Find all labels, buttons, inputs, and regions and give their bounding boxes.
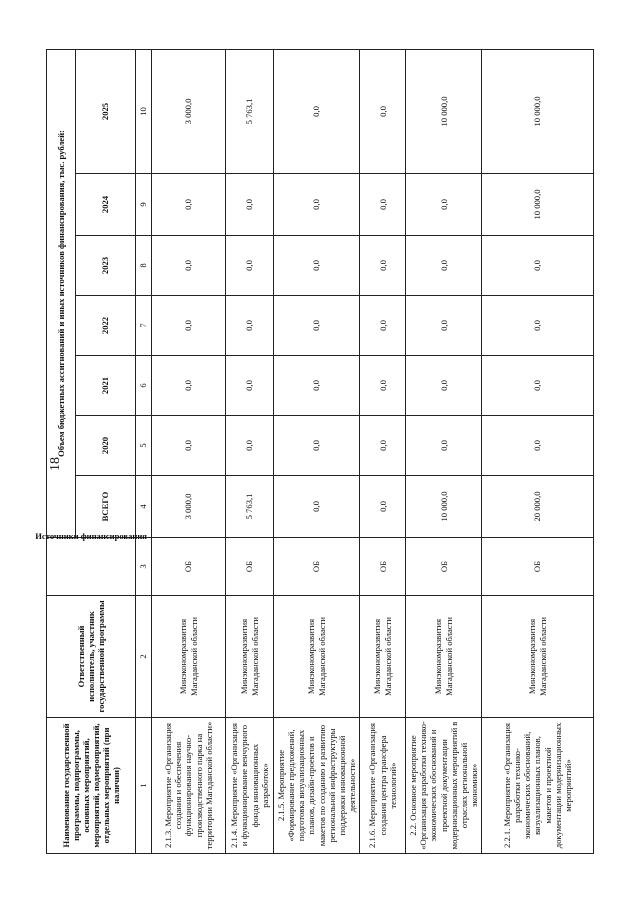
row-value-2022: 0,0	[406, 296, 482, 356]
row-source: ОБ	[152, 538, 226, 596]
row-value-2023: 0,0	[152, 236, 226, 296]
row-value-total: 3 000,0	[152, 476, 226, 538]
table-row	[274, 49, 360, 853]
row-value-2020: 0,0	[226, 416, 274, 476]
row-value-total: 5 763,1	[226, 476, 274, 538]
page-number: 18	[48, 457, 63, 471]
row-name: 2.1.5. Мероприятие «Формирование предложений, подготовка визуализационных планов, дизайн-проектов и макетов по созданию и развитию региональной инфраструктуры поддержки инновационной деятельности»	[274, 718, 360, 854]
row-value-total: 20 000,0	[482, 476, 594, 538]
column-number: 8	[136, 236, 152, 296]
row-source: ОБ	[274, 538, 360, 596]
column-number: 10	[136, 49, 152, 173]
row-value-total: 0,0	[360, 476, 406, 538]
row-value-2022: 0,0	[482, 296, 594, 356]
table-row	[152, 49, 226, 853]
row-name: 2.1.6. Мероприятие «Организация создания центра трансфера технологий»	[360, 718, 406, 854]
row-value-2022: 0,0	[274, 296, 360, 356]
row-name: 2.1.4. Мероприятие «Организация и функционирование венчурного фонда инновационных разработок»	[226, 718, 274, 854]
row-value-2025: 0,0	[274, 49, 360, 173]
column-number: 6	[136, 356, 152, 416]
header-executor: Ответственный исполнитель, участник государственной программы	[47, 596, 136, 718]
row-value-2025: 0,0	[360, 49, 406, 173]
table-row	[226, 49, 274, 853]
row-source: ОБ	[406, 538, 482, 596]
header-year-total: ВСЕГО	[76, 476, 136, 538]
row-executor: Минэкономразвития Магаданской области	[226, 596, 274, 718]
column-number: 2	[136, 596, 152, 718]
table-row	[482, 49, 594, 853]
row-value-2025: 10 000,0	[406, 49, 482, 173]
row-executor: Минэкономразвития Магаданской области	[360, 596, 406, 718]
header-funding-group: Объем бюджетных ассигнований и иных источников финансирования, тыс. рублей:	[47, 49, 76, 537]
row-source: ОБ	[360, 538, 406, 596]
row-name: 2.1.3. Мероприятие «Организация создания и обеспечения функционирования научно-производственного парка на территории Магаданской области»	[152, 718, 226, 854]
column-number: 9	[136, 174, 152, 236]
row-value-2021: 0,0	[482, 356, 594, 416]
header-year-2024: 2024	[76, 174, 136, 236]
column-number: 3	[136, 538, 152, 596]
header-source-label: Источники финансирования	[35, 531, 147, 542]
row-value-2024: 0,0	[360, 174, 406, 236]
row-executor: Минэкономразвития Магаданской области	[406, 596, 482, 718]
row-value-2020: 0,0	[406, 416, 482, 476]
header-row-top	[47, 49, 76, 853]
header-year-2023: 2023	[76, 236, 136, 296]
row-source: ОБ	[226, 538, 274, 596]
row-value-2021: 0,0	[406, 356, 482, 416]
row-value-2025: 10 000,0	[482, 49, 594, 173]
header-year-2021: 2021	[76, 356, 136, 416]
row-executor: Минэкономразвития Магаданской области	[482, 596, 594, 718]
row-value-2020: 0,0	[360, 416, 406, 476]
column-number: 5	[136, 416, 152, 476]
row-value-2021: 0,0	[152, 356, 226, 416]
row-value-total: 0,0	[274, 476, 360, 538]
row-name: 2.2. Основное мероприятие «Организация разработки технико-экономических обоснований и проектной документации модернизационных мероприятий в отраслях региональной экономики»	[406, 718, 482, 854]
header-year-2022: 2022	[76, 296, 136, 356]
row-value-2024: 0,0	[274, 174, 360, 236]
row-value-2023: 0,0	[226, 236, 274, 296]
header-name: Наименование государственной программы, подпрограммы, основных мероприятий, мероприятий, подмероприятий, отдельных мероприятий (при наличии)	[47, 718, 136, 854]
row-value-2024: 10 000,0	[482, 174, 594, 236]
funding-table	[35, 49, 594, 854]
row-value-2020: 0,0	[482, 416, 594, 476]
column-number: 4	[136, 476, 152, 538]
table-row	[406, 49, 482, 853]
row-value-2024: 0,0	[406, 174, 482, 236]
column-number: 7	[136, 296, 152, 356]
row-value-2020: 0,0	[274, 416, 360, 476]
row-value-2023: 0,0	[360, 236, 406, 296]
row-executor: Минэкономразвития Магаданской области	[274, 596, 360, 718]
row-value-2025: 5 763,1	[226, 49, 274, 173]
header-year-2025: 2025	[76, 49, 136, 173]
row-value-2021: 0,0	[274, 356, 360, 416]
row-value-2025: 3 000,0	[152, 49, 226, 173]
column-number-row	[136, 49, 152, 853]
row-value-2023: 0,0	[482, 236, 594, 296]
row-value-2023: 0,0	[274, 236, 360, 296]
row-value-2024: 0,0	[152, 174, 226, 236]
header-year-2020: 2020	[76, 416, 136, 476]
rotated-page-content	[35, 50, 594, 854]
row-value-2021: 0,0	[226, 356, 274, 416]
row-name: 2.2.1. Мероприятие «Организация разработки технико-экономических обоснований, визуализационных планов, макетов и проектной документации модернизационных мероприятий»	[482, 718, 594, 854]
row-value-2024: 0,0	[226, 174, 274, 236]
row-value-2022: 0,0	[360, 296, 406, 356]
row-executor: Минэкономразвития Магаданской области	[152, 596, 226, 718]
row-value-2022: 0,0	[152, 296, 226, 356]
row-value-2020: 0,0	[152, 416, 226, 476]
row-value-2023: 0,0	[406, 236, 482, 296]
row-value-2022: 0,0	[226, 296, 274, 356]
header-source	[35, 531, 147, 596]
table-row	[360, 49, 406, 853]
row-value-2021: 0,0	[360, 356, 406, 416]
row-value-total: 10 000,0	[406, 476, 482, 538]
row-source: ОБ	[482, 538, 594, 596]
column-number: 1	[136, 718, 152, 854]
